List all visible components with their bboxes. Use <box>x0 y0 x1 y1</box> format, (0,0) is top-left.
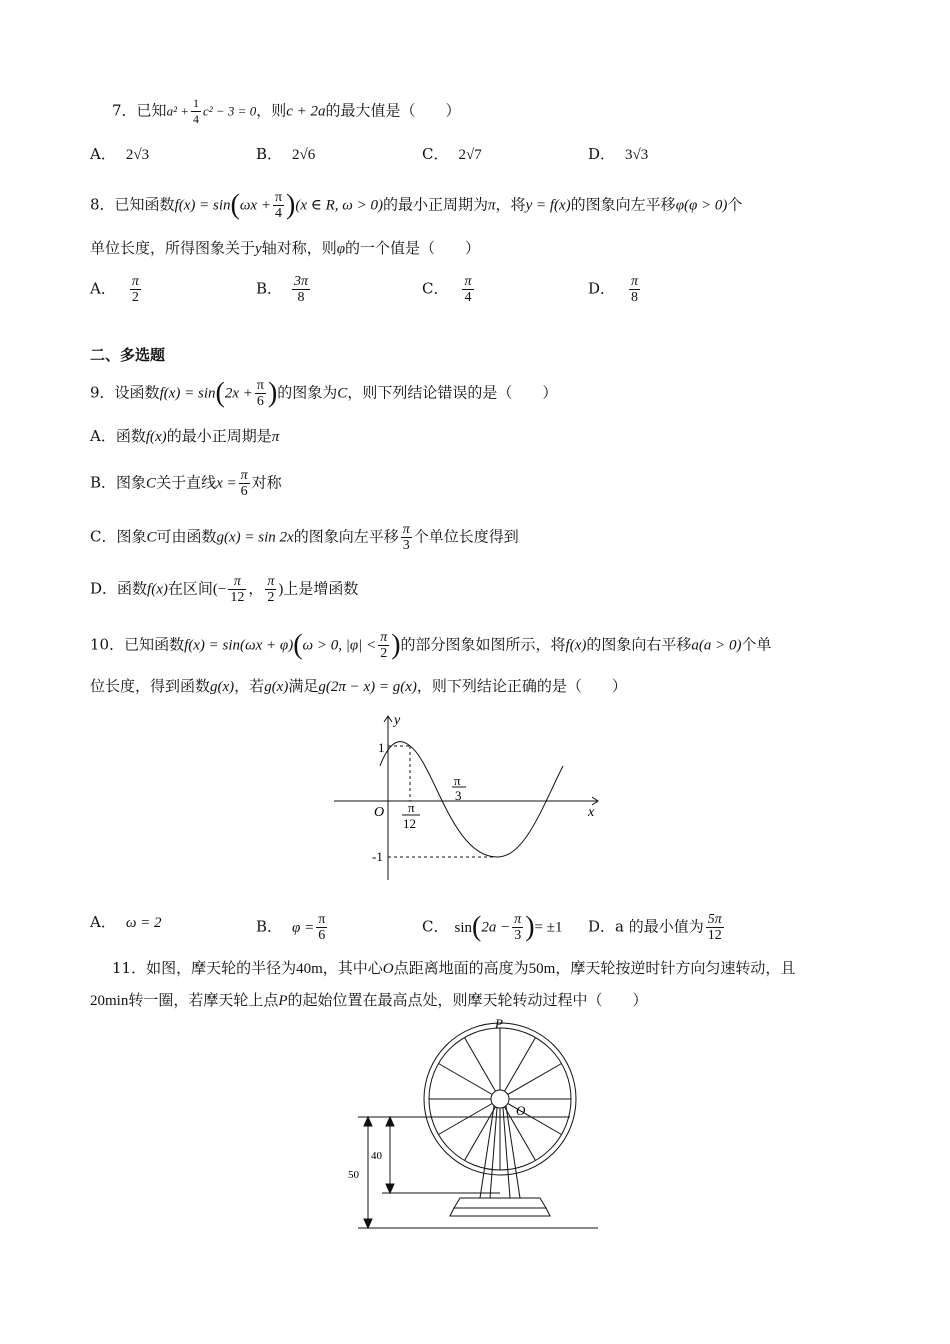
q8-number: 8． <box>90 195 115 214</box>
q9-option-a[interactable]: A．函数f(x)的最小正周期是π <box>90 427 280 445</box>
q10-option-b[interactable]: B． φ = $\frac{\pi}{6}$ <box>256 912 326 943</box>
q11-stem-line1: 11．如图，摩天轮的半径为40m，其中心O点距离地面的高度为50m，摩天轮按逆时针方向匀速转动，且 <box>112 959 796 977</box>
q7-number: 7． <box>112 101 137 120</box>
q9-option-b[interactable]: B．图象C关于直线x = $\frac{\pi}{6}$ 对称 <box>90 468 282 499</box>
x-tick2-num: π <box>454 773 461 788</box>
y-axis-label: y <box>394 713 401 728</box>
wheel-hub <box>491 1090 509 1108</box>
y-max-label: 1 <box>378 740 385 755</box>
x-axis-label: x <box>588 805 595 820</box>
q8-option-d[interactable]: D． $\frac{\pi}{8}$ <box>588 274 639 305</box>
q9-option-d[interactable]: D．函数f(x)在区间(− $\frac{\pi}{12}$ ， $\frac{\pi}{2}$ )上是增函数 <box>90 574 359 605</box>
q10-sine-graph <box>330 708 610 884</box>
q11-number: 11． <box>112 959 147 977</box>
section-title: 二、多选题 <box>90 347 166 364</box>
height-50-label: 50 <box>348 1169 359 1181</box>
q7-option-a[interactable]: A． 2√3 <box>90 145 150 163</box>
q9-number: 9． <box>90 383 115 402</box>
center-o-label: O <box>516 1103 526 1118</box>
q8-option-a[interactable]: A． $\frac{\pi}{2}$ <box>90 274 139 305</box>
q8-option-c[interactable]: C． $\frac{\pi}{4}$ <box>422 274 472 305</box>
ferris-wheel-figure <box>340 1018 610 1234</box>
wheel-base-lower <box>450 1208 550 1216</box>
q7-option-c[interactable]: C． 2√7 <box>422 145 482 163</box>
q11-stem-line2: 20min转一圈，若摩天轮上点P的起始位置在最高点处，则摩天轮转动过程中（ ） <box>90 991 648 1009</box>
y-min-label: -1 <box>372 849 383 864</box>
wheel-base <box>454 1198 546 1208</box>
q8-option-b[interactable]: B． $\frac{3\pi}{8}$ <box>256 274 309 305</box>
q8-stem-line1: 8．已知函数f(x) = sin(ωx + $\frac{\pi}{4}$ )(x ∈ R, ω > 0)的最小正周期为π，将y = f(x)的图象向左平移φ(φ > 0)个 <box>90 189 743 221</box>
q10-number: 10． <box>90 635 125 654</box>
q7-stem: 7．已知a² + $\frac{1}{4}$ c² − 3 = 0，则c + 2a的最大值是（ ） <box>112 96 461 126</box>
q10-option-c[interactable]: C． sin(2a − $\frac{\pi}{3}$ )= ±1 <box>422 911 563 943</box>
dim-40-arrow-top <box>386 1117 394 1126</box>
point-p-label: P <box>495 1018 503 1031</box>
q8-stem-line2: 单位长度，所得图象关于y轴对称，则φ的一个值是（ ） <box>90 239 481 257</box>
x-tick1-den: 12 <box>403 816 416 831</box>
x-tick2-den: 3 <box>455 788 462 803</box>
q10-option-d[interactable]: D．a 的最小值为 $\frac{5\pi}{12}$ <box>588 912 722 943</box>
q10-stem-line1: 10．已知函数f(x) = sin(ωx + φ)(ω > 0, |φ| < $\frac{\pi}{2}$ )的部分图象如图所示，将f(x)的图象向右平移a(a > 0)个单 <box>90 629 772 661</box>
q10-stem-line2: 位长度，得到函数g(x)，若g(x)满足g(2π − x) = g(x)，则下列结论正确的是（ ） <box>90 677 627 695</box>
dim-40-arrow-bottom <box>386 1184 394 1193</box>
q7-option-d[interactable]: D． 3√3 <box>588 145 649 163</box>
x-tick1-num: π <box>408 800 415 815</box>
q9-option-c[interactable]: C．图象C可由函数g(x) = sin 2x的图象向左平移 $\frac{\pi}{3}$ 个单位长度得到 <box>90 522 519 553</box>
dim-50-arrow-top <box>364 1117 372 1126</box>
q7-option-b[interactable]: B． 2√6 <box>256 145 316 163</box>
height-40-label: 40 <box>371 1150 382 1162</box>
dim-50-arrow-bottom <box>364 1219 372 1228</box>
q10-option-a[interactable]: A． ω = 2 <box>90 913 162 931</box>
origin-label: O <box>374 805 385 820</box>
q9-stem: 9．设函数f(x) = sin(2x + $\frac{\pi}{6}$ )的图象为C，则下列结论错误的是（ ） <box>90 377 558 409</box>
